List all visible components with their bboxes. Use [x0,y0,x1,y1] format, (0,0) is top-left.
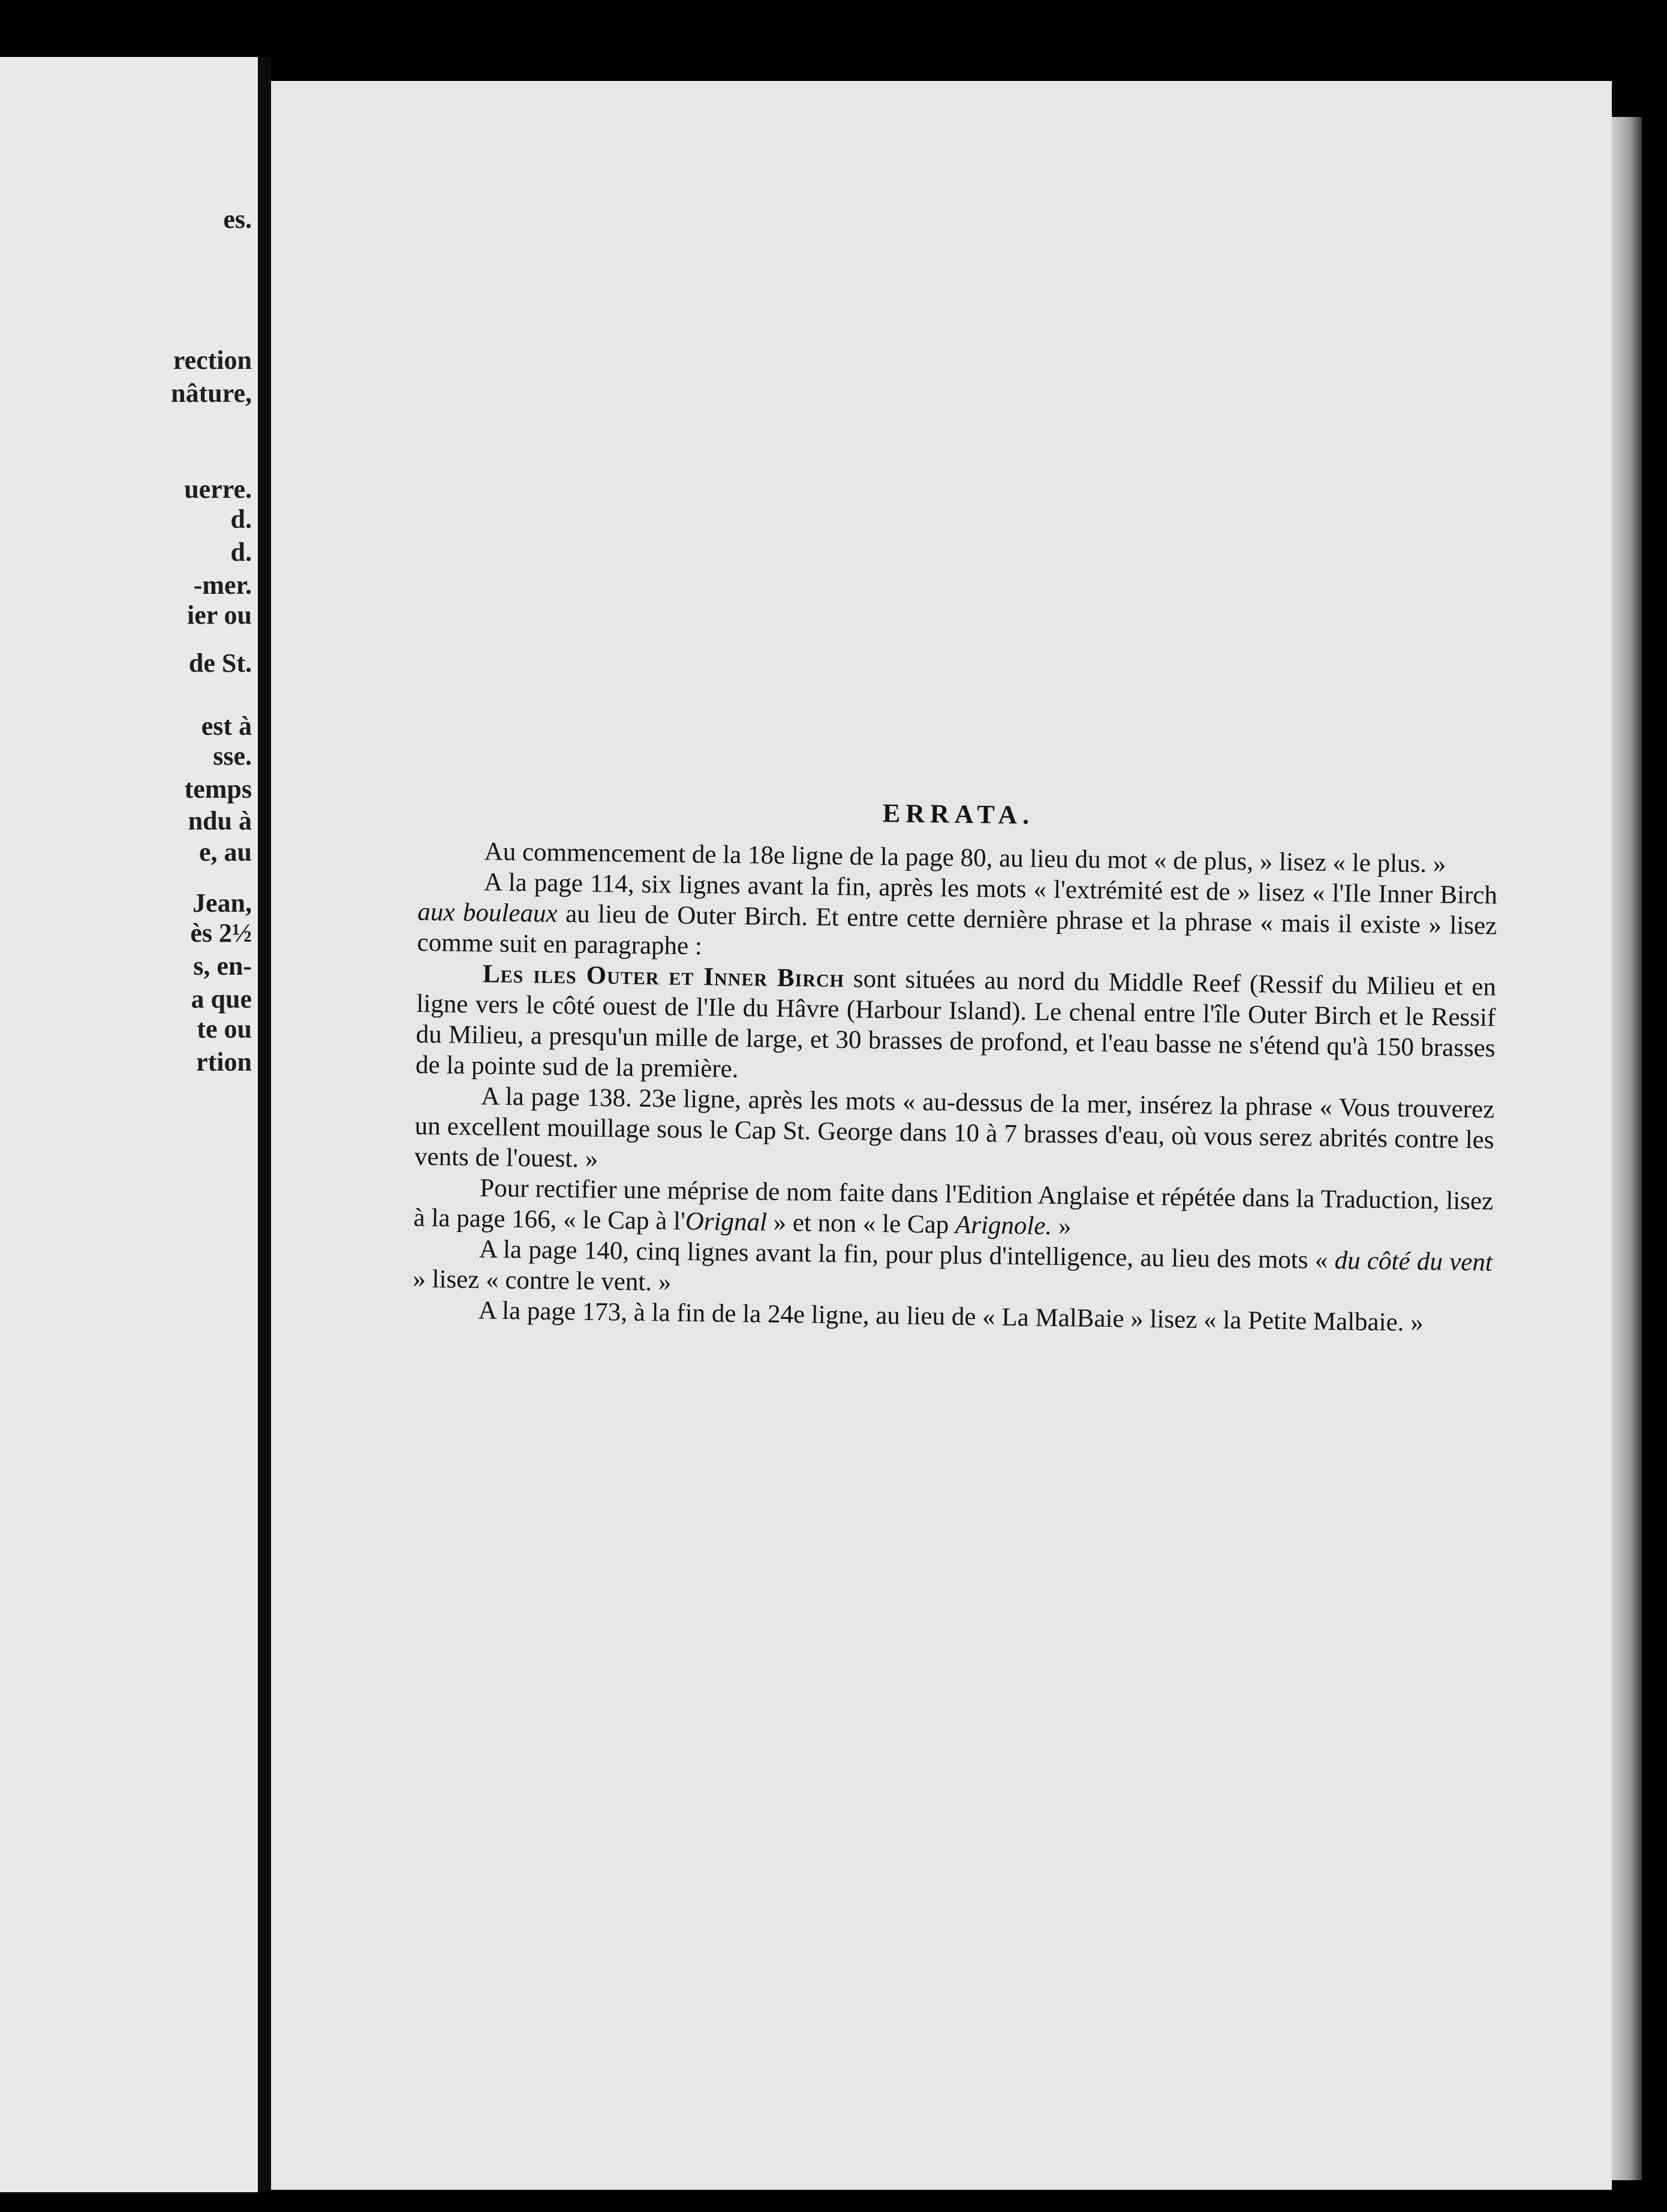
errata-entry: Pour rectifier une méprise de nom faite dans l'Edition Anglaise et répétée dans la Traduction, lisez à la page 166, « le Cap à l'Orignal » et non « le Cap Arignole. » [413,1174,1494,1241]
errata-entry: A la page 114, six lignes avant la fin, après les mots « l'extrémité est de » lisez « l'Ile Inner Birch aux bouleaux au lieu de Outer Birch. Et entre cette dernière phrase et la phrase « mais il existe » lisez comme suit en paragraphe : [417,868,1498,961]
book-gutter [258,57,271,2192]
page-title: ERRATA. [882,798,1035,830]
errata-entry: A la page 173, à la fin de la 24e ligne, au lieu de « La MalBaie » lisez « la Petite Malbaie. » [478,1296,1424,1337]
page-edge [1612,117,1642,2180]
errata-entry: Les iles Outer et Inner Birch sont situées au nord du Middle Reef (Ressif du Milieu et en ligne vers le côté ouest de l'Ile du Hâvre (Harbour Island). Le chenal entre l'île Outer Birch et le Ressif du Milieu, a presqu'un mille de large, et 30 brasses de profond, et l'eau basse ne s'étend qu'à 150 brasses de la pointe sud de la première. [415,960,1497,1084]
errata-entry: A la page 140, cinq lignes avant la fin, pour plus d'intelligence, au lieu des mots « du côté du vent » lisez « contre le vent. » [413,1235,1493,1297]
errata-entry: Au commencement de la 18e ligne de la page 80, au lieu du mot « de plus, » lisez « le plus. » [484,837,1446,879]
errata-section [412,792,1498,1339]
errata-entry: A la page 138. 23e ligne, après les mots « au-dessus de la mer, insérez la phrase « Vous trouverez un excellent mouillage sous le Cap St. George dans 10 à 7 brasses d'eau, où vous serez abrités contre les vents de l'ouest. » [414,1082,1495,1173]
main-page [271,81,1612,2190]
left-facing-page: es. rection nâture, uerre. d. d. -mer. ier ou de St. est à sse. temps ndu à e, au Jean, ès 2½ s, en- a que te ou rtion [0,57,258,2192]
